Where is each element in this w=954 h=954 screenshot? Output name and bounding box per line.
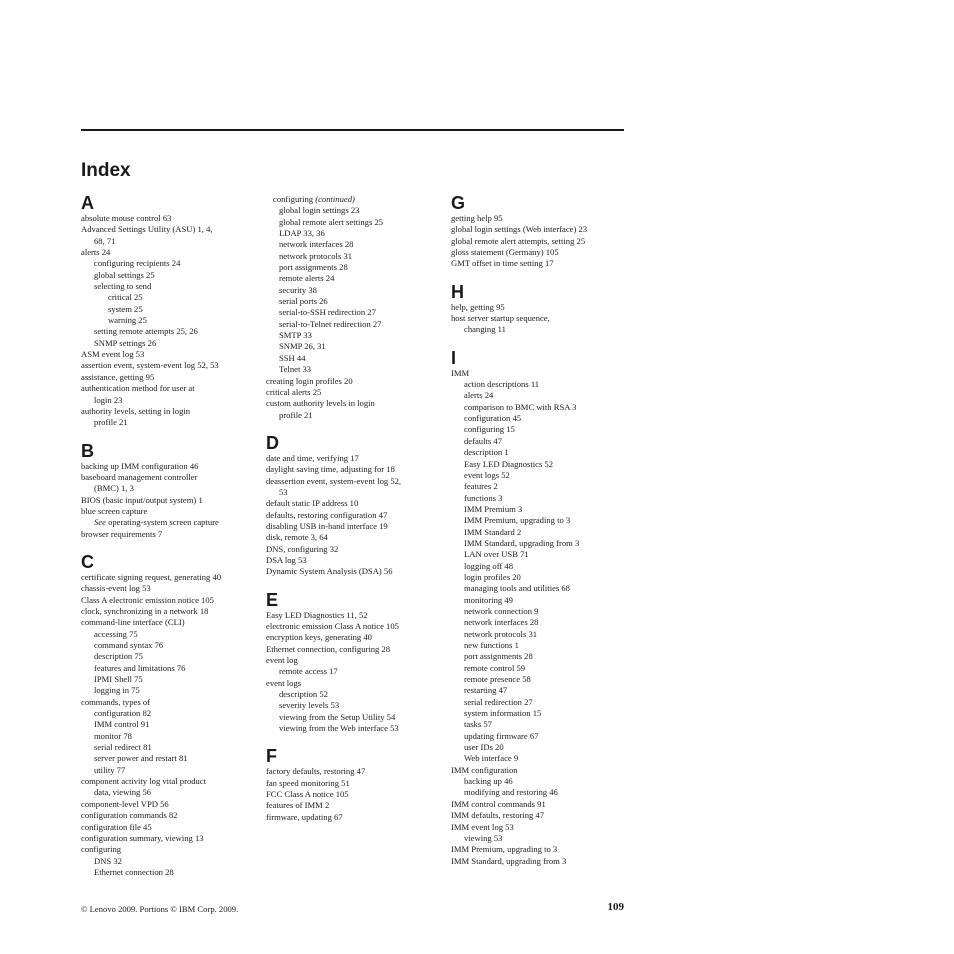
index-entry: DSA log 53 bbox=[266, 554, 307, 565]
index-section bbox=[81, 193, 261, 429]
index-entry: serial redirect 81 bbox=[94, 742, 152, 753]
index-entry: browser requirements 7 bbox=[81, 528, 163, 539]
index-entry: viewing from the Web interface 53 bbox=[279, 723, 399, 734]
index-entry: configuring bbox=[81, 844, 122, 855]
index-entry: Easy LED Diagnostics 11, 52 bbox=[266, 609, 368, 620]
index-entry: custom authority levels in login bbox=[266, 398, 375, 409]
index-entry: configuration commands 82 bbox=[81, 810, 178, 821]
index-entry: comparison to BMC with RSA 3 bbox=[464, 401, 577, 412]
index-entry: global login settings (Web interface) 23 bbox=[451, 224, 588, 235]
index-entry: IMM control 91 bbox=[94, 719, 150, 730]
section-letter: A bbox=[81, 193, 94, 213]
index-entry: Class A electronic emission notice 105 bbox=[81, 594, 214, 605]
index-entry: Ethernet connection, configuring 28 bbox=[266, 643, 391, 654]
index-entry: server power and restart 81 bbox=[94, 753, 188, 764]
index-entry: configuring 15 bbox=[464, 424, 515, 435]
index-entry: alerts 24 bbox=[464, 390, 494, 401]
index-section bbox=[451, 282, 631, 336]
index-entry: commands, types of bbox=[81, 696, 150, 707]
index-entry: system 25 bbox=[108, 303, 143, 314]
index-entry: new functions 1 bbox=[464, 640, 519, 650]
index-entry: description 75 bbox=[94, 651, 143, 662]
index-entry: network interfaces 28 bbox=[279, 239, 354, 250]
index-entry: IMM event log 53 bbox=[451, 821, 514, 832]
index-entry: 68, 71 bbox=[94, 235, 116, 246]
index-section bbox=[266, 746, 446, 823]
index-entry: getting help 95 bbox=[451, 213, 503, 223]
index-entry: user IDs 20 bbox=[464, 742, 504, 753]
index-entry: Telnet 33 bbox=[279, 364, 312, 375]
index-entry: event logs 52 bbox=[464, 469, 510, 480]
index-entry: See operating-system screen capture bbox=[94, 517, 219, 528]
index-section bbox=[451, 193, 631, 270]
index-entry: IMM Premium, upgrading to 3 bbox=[464, 515, 571, 526]
index-entry: electronic emission Class A notice 105 bbox=[266, 621, 399, 631]
index-entry: profile 21 bbox=[94, 417, 128, 428]
index-entry: authentication method for user at bbox=[81, 383, 195, 394]
index-entry: system information 15 bbox=[464, 708, 542, 719]
index-section bbox=[81, 441, 261, 540]
section-letter: H bbox=[451, 281, 464, 302]
index-section bbox=[266, 590, 446, 735]
index-entry: login 23 bbox=[94, 394, 123, 405]
index-entry: functions 3 bbox=[464, 492, 503, 503]
index-entry: modifying and restoring 46 bbox=[464, 787, 558, 798]
index-entry: configuration 45 bbox=[464, 413, 522, 424]
index-entry: logging in 75 bbox=[94, 685, 140, 696]
index-entry: configuration summary, viewing 13 bbox=[81, 832, 204, 843]
section-letter: D bbox=[266, 432, 279, 453]
index-entry: defaults 47 bbox=[464, 435, 502, 446]
index-entry: monitor 78 bbox=[94, 730, 132, 741]
section-letter: C bbox=[81, 551, 94, 572]
index-entry: SNMP 26, 31 bbox=[279, 341, 326, 352]
index-entry: host server startup sequence, bbox=[451, 313, 550, 324]
page-number: 109 bbox=[607, 901, 624, 913]
index-entry: IMM defaults, restoring 47 bbox=[451, 810, 545, 821]
index-entry: firmware, updating 67 bbox=[266, 811, 343, 822]
index-entry: factory defaults, restoring 47 bbox=[266, 766, 366, 777]
index-entry: warning 25 bbox=[108, 315, 147, 326]
index-entry: utility 77 bbox=[94, 764, 126, 775]
index-entry: network connection 9 bbox=[464, 605, 539, 616]
index-entry: global login settings 23 bbox=[279, 205, 360, 216]
index-entry: remote presence 58 bbox=[464, 674, 531, 685]
index-entry: tasks 57 bbox=[464, 719, 492, 730]
index-entry: DNS 32 bbox=[94, 855, 122, 866]
index-column-2 bbox=[266, 194, 446, 823]
index-entry: GMT offset in time setting 17 bbox=[451, 258, 554, 269]
index-column-3 bbox=[451, 193, 631, 867]
index-entry: DNS, configuring 32 bbox=[266, 543, 339, 554]
index-entry: monitoring 49 bbox=[464, 594, 513, 605]
section-letter: I bbox=[451, 347, 457, 368]
index-entry: port assignments 28 bbox=[279, 262, 348, 273]
index-entry: daylight saving time, adjusting for 18 bbox=[266, 464, 395, 475]
index-entry: assertion event, system-event log 52, 53 bbox=[81, 360, 219, 371]
index-entry: configuring (continued) bbox=[273, 194, 355, 204]
index-entry: IMM control commands 91 bbox=[451, 798, 546, 809]
index-entry: viewing from the Setup Utility 54 bbox=[279, 711, 396, 722]
index-entry: creating login profiles 20 bbox=[266, 375, 353, 386]
index-entry: command syntax 76 bbox=[94, 640, 164, 650]
index-entry: Advanced Settings Utility (ASU) 1, 4, bbox=[81, 224, 213, 235]
index-entry: accessing 75 bbox=[94, 628, 138, 639]
index-entry: clock, synchronizing in a network 18 bbox=[81, 605, 209, 616]
index-entry: IMM Standard, upgrading from 3 bbox=[451, 855, 567, 866]
index-entry: certificate signing request, generating 40 bbox=[81, 571, 222, 582]
index-entry: features of IMM 2 bbox=[266, 800, 330, 811]
index-entry: IMM bbox=[451, 367, 470, 378]
index-entry: viewing 53 bbox=[464, 832, 503, 843]
index-entry: features 2 bbox=[464, 481, 498, 492]
index-entry: global remote alert settings 25 bbox=[279, 216, 384, 227]
index-entry: changing 11 bbox=[464, 324, 506, 335]
page-title: Index bbox=[81, 160, 131, 181]
index-entry: absolute mouse control 63 bbox=[81, 213, 172, 223]
index-entry: deassertion event, system-event log 52, bbox=[266, 475, 402, 486]
index-entry: encryption keys, generating 40 bbox=[266, 632, 372, 643]
index-entry: network protocols 31 bbox=[464, 628, 538, 639]
index-entry: remote access 17 bbox=[279, 666, 338, 677]
index-entry: SMTP 33 bbox=[279, 330, 312, 341]
index-entry: date and time, verifying 17 bbox=[266, 452, 359, 463]
header-rule bbox=[81, 129, 624, 131]
section-letter: E bbox=[266, 589, 279, 610]
index-entry: fan speed monitoring 51 bbox=[266, 777, 350, 788]
index-entry: Easy LED Diagnostics 52 bbox=[464, 458, 554, 469]
index-entry: configuring recipients 24 bbox=[94, 258, 181, 269]
index-entry: event log bbox=[266, 655, 298, 666]
index-entry: serial ports 26 bbox=[279, 296, 328, 307]
index-entry: disabling USB in-band interface 19 bbox=[266, 520, 388, 531]
index-entry: assistance, getting 95 bbox=[81, 371, 155, 382]
section-letter: B bbox=[81, 440, 94, 461]
index-entry: selecting to send bbox=[94, 281, 152, 292]
index-entry: 53 bbox=[279, 486, 288, 497]
index-entry: LDAP 33, 36 bbox=[279, 228, 325, 239]
index-entry: component activity log vital product bbox=[81, 776, 207, 787]
index-entry: Web interface 9 bbox=[464, 753, 519, 764]
index-entry: serial-to-Telnet redirection 27 bbox=[279, 318, 382, 329]
index-entry: security 38 bbox=[279, 284, 317, 295]
index-entry: action descriptions 11 bbox=[464, 379, 540, 390]
index-section bbox=[81, 552, 261, 878]
index-entry: Ethernet connection 28 bbox=[94, 866, 174, 877]
index-entry: gloss statement (Germany) 105 bbox=[451, 247, 559, 258]
index-entry: chassis-event log 53 bbox=[81, 583, 151, 594]
index-entry: description 1 bbox=[464, 447, 509, 458]
index-entry: SNMP settings 26 bbox=[94, 337, 157, 348]
footer-copyright: © Lenovo 2009. Portions © IBM Corp. 2009. bbox=[81, 904, 239, 914]
section-letter: F bbox=[266, 746, 277, 767]
index-section bbox=[266, 194, 446, 421]
index-entry: global settings 25 bbox=[94, 269, 155, 280]
index-entry: LAN over USB 71 bbox=[464, 549, 529, 560]
index-entry: backing up IMM configuration 46 bbox=[81, 460, 199, 471]
index-entry: login profiles 20 bbox=[464, 571, 521, 582]
index-entry: features and limitations 76 bbox=[94, 662, 186, 673]
index-entry: IPMI Shell 75 bbox=[94, 674, 143, 685]
index-entry: critical alerts 25 bbox=[266, 386, 322, 397]
index-entry: logging off 48 bbox=[464, 560, 514, 571]
index-entry: ASM event log 53 bbox=[81, 349, 145, 360]
index-entry: profile 21 bbox=[279, 409, 313, 420]
index-entry: (BMC) 1, 3 bbox=[94, 483, 134, 494]
index-entry: default static IP address 10 bbox=[266, 498, 359, 509]
index-entry: IMM Standard, upgrading from 3 bbox=[464, 537, 580, 548]
section-letter: G bbox=[451, 193, 466, 213]
index-entry: global remote alert attempts, setting 25 bbox=[451, 235, 586, 246]
index-entry: alerts 24 bbox=[81, 247, 111, 258]
index-entry: defaults, restoring configuration 47 bbox=[266, 509, 388, 520]
index-entry: configuration 82 bbox=[94, 708, 152, 719]
index-entry: IMM Premium, upgrading to 3 bbox=[451, 844, 558, 855]
index-entry: setting remote attempts 25, 26 bbox=[94, 326, 198, 337]
index-entry: IMM configuration bbox=[451, 764, 518, 775]
index-entry: event logs bbox=[266, 677, 302, 688]
index-entry: critical 25 bbox=[108, 292, 143, 303]
index-entry: blue screen capture bbox=[81, 505, 148, 516]
index-entry: IMM Premium 3 bbox=[464, 503, 523, 514]
index-entry: network protocols 31 bbox=[279, 250, 353, 261]
index-entry: updating firmware 67 bbox=[464, 730, 539, 741]
index-entry: SSH 44 bbox=[279, 352, 306, 363]
index-entry: IMM Standard 2 bbox=[464, 526, 522, 537]
index-entry: disk, remote 3, 64 bbox=[266, 532, 328, 543]
index-entry: remote control 59 bbox=[464, 662, 526, 673]
index-entry: baseboard management controller bbox=[81, 471, 198, 482]
index-entry: command-line interface (CLI) bbox=[81, 617, 185, 628]
index-column-1 bbox=[81, 193, 261, 878]
index-entry: restarting 47 bbox=[464, 685, 508, 696]
index-entry: help, getting 95 bbox=[451, 301, 505, 312]
index-entry: data, viewing 56 bbox=[94, 787, 152, 798]
index-entry: BIOS (basic input/output system) 1 bbox=[81, 494, 203, 505]
index-entry: Dynamic System Analysis (DSA) 56 bbox=[266, 566, 393, 577]
index-section bbox=[266, 433, 446, 578]
index-entry: severity levels 53 bbox=[279, 700, 340, 711]
index-entry: backing up 46 bbox=[464, 776, 513, 787]
index-entry: port assignments 28 bbox=[464, 651, 533, 662]
index-entry: component-level VPD 56 bbox=[81, 798, 169, 809]
index-section bbox=[451, 348, 631, 867]
index-entry: description 52 bbox=[279, 689, 328, 700]
index-entry: serial redirection 27 bbox=[464, 696, 533, 707]
index-entry: remote alerts 24 bbox=[279, 273, 335, 284]
index-entry: network interfaces 28 bbox=[464, 617, 539, 628]
index-entry: FCC Class A notice 105 bbox=[266, 789, 349, 800]
index-entry: serial-to-SSH redirection 27 bbox=[279, 307, 376, 318]
index-entry: managing tools and utilities 68 bbox=[464, 583, 570, 594]
index-entry: configuration file 45 bbox=[81, 821, 152, 832]
index-entry: authority levels, setting in login bbox=[81, 405, 191, 416]
